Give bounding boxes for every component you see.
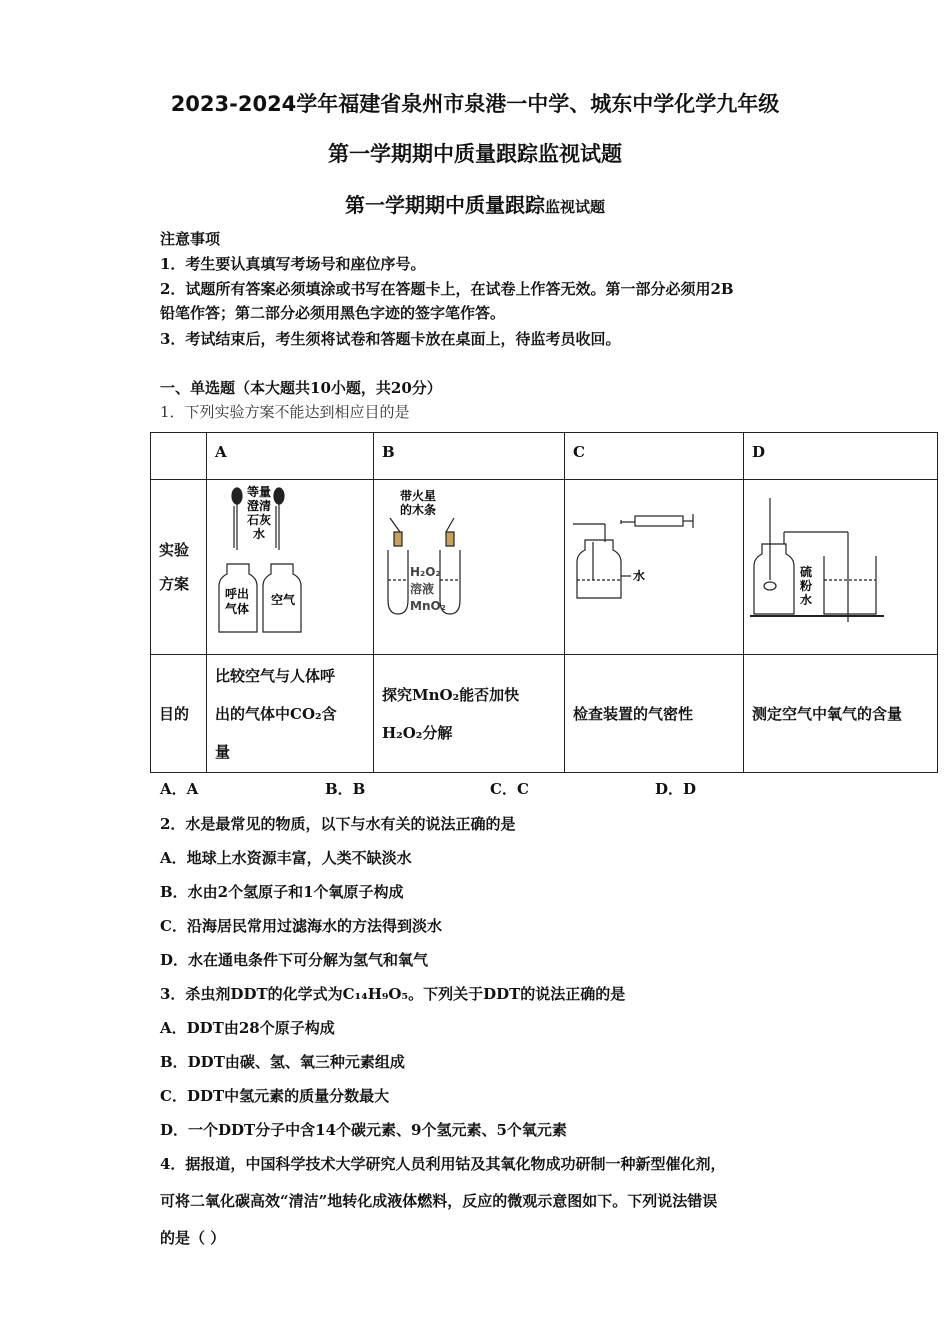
q3-stem: 3．杀虫剂DDT的化学式为C₁₄H₉O₅。下列关于DDT的说法正确的是 (160, 985, 626, 1003)
table-corner (151, 433, 207, 480)
label-a-right: 空气 (271, 593, 296, 607)
col-header-c: C (565, 433, 744, 480)
label-a-reagent-2: 澄清 (247, 499, 272, 513)
notice-item: 2．试题所有答案必须填涂或书写在答题卡上，在试卷上作答无效。第一部分必须用2B (160, 280, 734, 298)
q2-stem: 2．水是最常见的物质，以下与水有关的说法正确的是 (160, 815, 516, 833)
label-a-reagent-4: 水 (253, 527, 266, 541)
q2-option: C．沿海居民常用过滤海水的方法得到淡水 (160, 917, 442, 935)
q2-option: B．水由2个氢原子和1个氧原子构成 (160, 883, 404, 901)
notice-item: 3．考试结束后，考生须将试卷和答题卡放在桌面上，待监考员收回。 (160, 330, 621, 348)
q3-option: B．DDT由碳、氢、氧三种元素组成 (160, 1053, 405, 1071)
col-header-b: B (374, 433, 565, 480)
subtitle-small: 监视试题 (544, 198, 605, 216)
col-header-a: A (207, 433, 374, 480)
label-a-left-2: 气体 (225, 602, 250, 616)
label-a-left-1: 呼出 (225, 587, 250, 601)
exam-title-line1: 2023-2024学年福建省泉州市泉港一中学、城东中学化学九年级 (170, 92, 780, 116)
q1-option-d: D．D (655, 780, 697, 798)
row-label-purpose: 目的 (151, 655, 207, 773)
q1-option-a: A．A (160, 780, 199, 798)
label-b-splint-2: 的木条 (400, 503, 437, 517)
row-label-scheme: 实验 方案 (151, 480, 207, 655)
figure-c (565, 480, 744, 655)
figure-a (207, 480, 374, 655)
purpose-b: 探究MnO₂能否加快 H₂O₂分解 (374, 655, 565, 773)
notice-heading: 注意事项 (160, 230, 221, 248)
q1-option-c: C．C (490, 780, 529, 798)
notice-item: 铅笔作答；第二部分必须用黑色字迹的签字笔作答。 (160, 304, 506, 322)
subtitle-main: 第一学期期中质量跟踪 (344, 193, 545, 217)
purpose-d: 测定空气中氧气的含量 (744, 655, 938, 773)
label-d-sulfur-3: 水 (800, 593, 813, 607)
label-d-sulfur-1: 硫 (800, 565, 813, 579)
figure-d (744, 480, 938, 655)
label-b-splint-1: 带火星 (400, 489, 437, 503)
q3-option: C．DDT中氢元素的质量分数最大 (160, 1087, 390, 1105)
q4-line2: 可将二氧化碳高效“清洁”地转化成液体燃料，反应的微观示意图如下。下列说法错误 (160, 1192, 718, 1210)
q2-option: D．水在通电条件下可分解为氢气和氧气 (160, 951, 429, 969)
exam-subtitle (0, 189, 950, 218)
q4-line3: 的是（ ） (160, 1229, 226, 1247)
purpose-a: 比较空气与人体呼 出的气体中CO₂含 量 (207, 655, 374, 773)
q3-option: D．一个DDT分子中含14个碳元素、9个氢元素、5个氧元素 (160, 1121, 567, 1139)
q4-line1: 4．据报道，中国科学技术大学研究人员利用钴及其氧化物成功研制一种新型催化剂， (160, 1155, 726, 1173)
label-c-water: 水 (633, 569, 646, 583)
q1-option-b: B．B (325, 780, 366, 798)
exam-title-line2: 第一学期期中质量跟踪监视试题 (328, 142, 622, 166)
notice-item: 1．考生要认真填写考场号和座位序号。 (160, 255, 426, 273)
label-b-h2o2: H₂O₂ (410, 565, 441, 579)
label-d-sulfur-2: 粉 (800, 579, 813, 593)
section-heading: 一、单选题（本大题共10小题，共20分） (160, 379, 442, 397)
q1-stem: 1．下列实验方案不能达到相应目的是 (160, 403, 410, 421)
q3-option: A．DDT由28个原子构成 (160, 1019, 335, 1037)
figure-b (374, 480, 565, 655)
label-a-reagent-3: 石灰 (247, 513, 272, 527)
purpose-c: 检查装置的气密性 (565, 655, 744, 773)
label-b-solution: 溶液 (410, 582, 435, 596)
label-b-mno2: MnO₂ (410, 599, 446, 613)
q2-option: A．地球上水资源丰富，人类不缺淡水 (160, 849, 412, 867)
q1-table (150, 432, 938, 773)
label-a-reagent-1: 等量 (247, 485, 272, 499)
col-header-d: D (744, 433, 938, 480)
